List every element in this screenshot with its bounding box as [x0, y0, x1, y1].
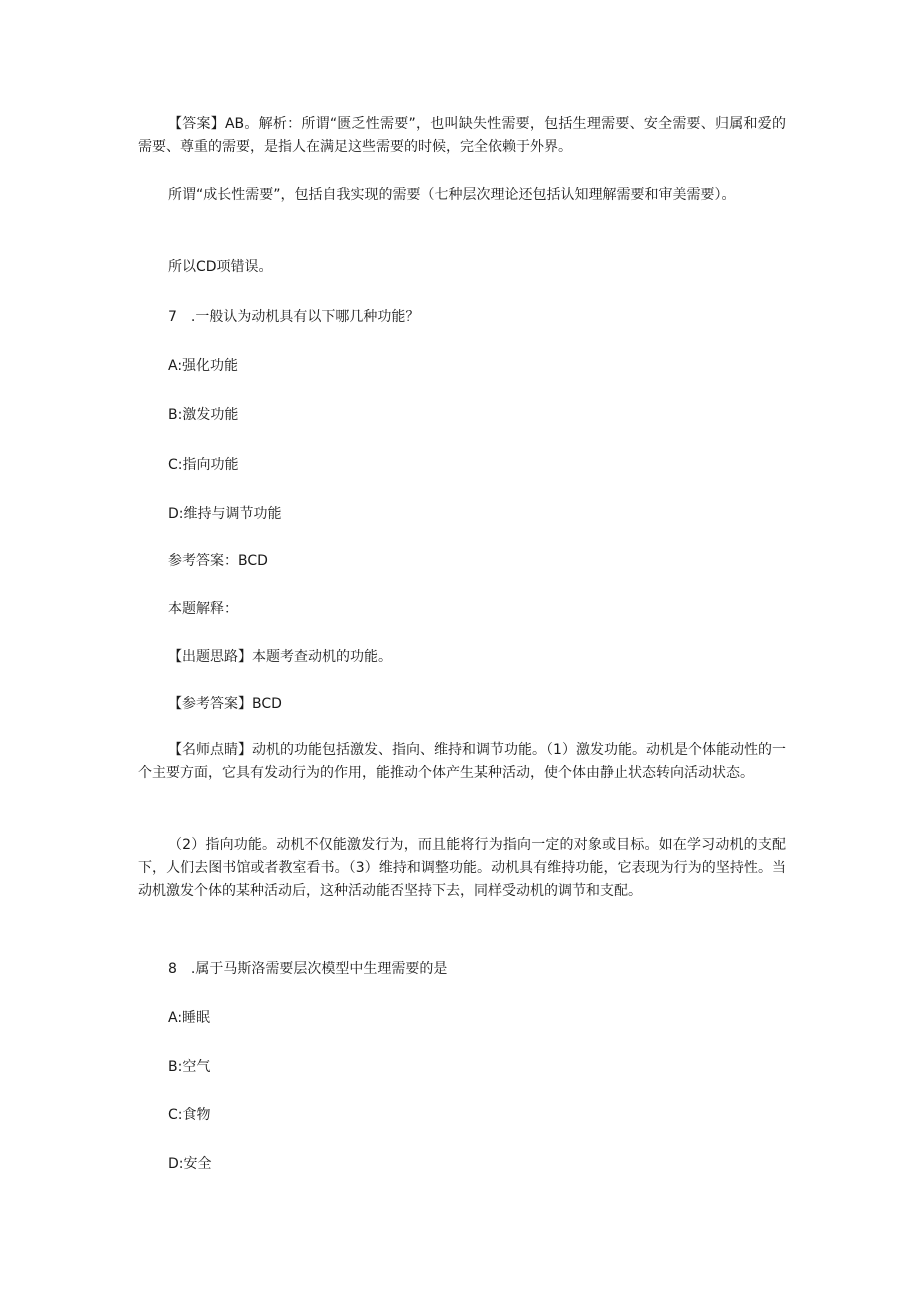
- question-7-option-a: A:强化功能: [168, 358, 239, 374]
- question-7-option-b: B:激发功能: [168, 407, 239, 423]
- explanation-heading: 本题解释：: [168, 601, 238, 617]
- question-8-option-d: D:安全: [168, 1156, 212, 1172]
- question-8-option-b: B:空气: [168, 1059, 211, 1075]
- question-8-stem: 8 .属于马斯洛需要层次模型中生理需要的是: [168, 961, 448, 977]
- question-7-option-d: D:维持与调节功能: [168, 506, 282, 522]
- answer-analysis-paragraph: 【答案】AB。解析：所谓“匮乏性需要”，也叫缺失性需要，包括生理需要、安全需要、归属和爱的需要、尊重的需要，是指人在满足这些需要的时候，完全依赖于外界。: [138, 116, 786, 155]
- question-7-option-c: C:指向功能: [168, 457, 239, 473]
- question-8-option-a: A:睡眠: [168, 1010, 211, 1026]
- reference-answer: 参考答案：BCD: [168, 553, 268, 569]
- reference-answer-bracketed: 【参考答案】BCD: [168, 696, 282, 712]
- conclusion-paragraph: 所以CD项错误。: [168, 259, 273, 275]
- directing-function-paragraph: （2）指向功能。动机不仅能激发行为，而且能将行为指向一定的对象或目标。如在学习动机的支配下，人们去图书馆或者教室看书。（3）维持和调整功能。动机具有维持功能，它表现为行为的坚持性。当动机激发个体的某种活动后，这种活动能否坚持下去，同样受动机的调节和支配。: [138, 837, 786, 899]
- growth-needs-paragraph: 所谓“成长性需要”，包括自我实现的需要（七种层次理论还包括认知理解需要和审美需要）。: [168, 187, 736, 203]
- question-8-option-c: C:食物: [168, 1107, 211, 1123]
- expert-tip-paragraph: 【名师点睛】动机的功能包括激发、指向、维持和调节功能。（1）激发功能。动机是个体能动性的一个主要方面，它具有发动行为的作用，能推动个体产生某种活动，使个体由静止状态转向活动状态。: [138, 742, 786, 781]
- question-idea: 【出题思路】本题考查动机的功能。: [168, 649, 392, 665]
- question-7-stem: 7 .一般认为动机具有以下哪几种功能？: [168, 309, 420, 325]
